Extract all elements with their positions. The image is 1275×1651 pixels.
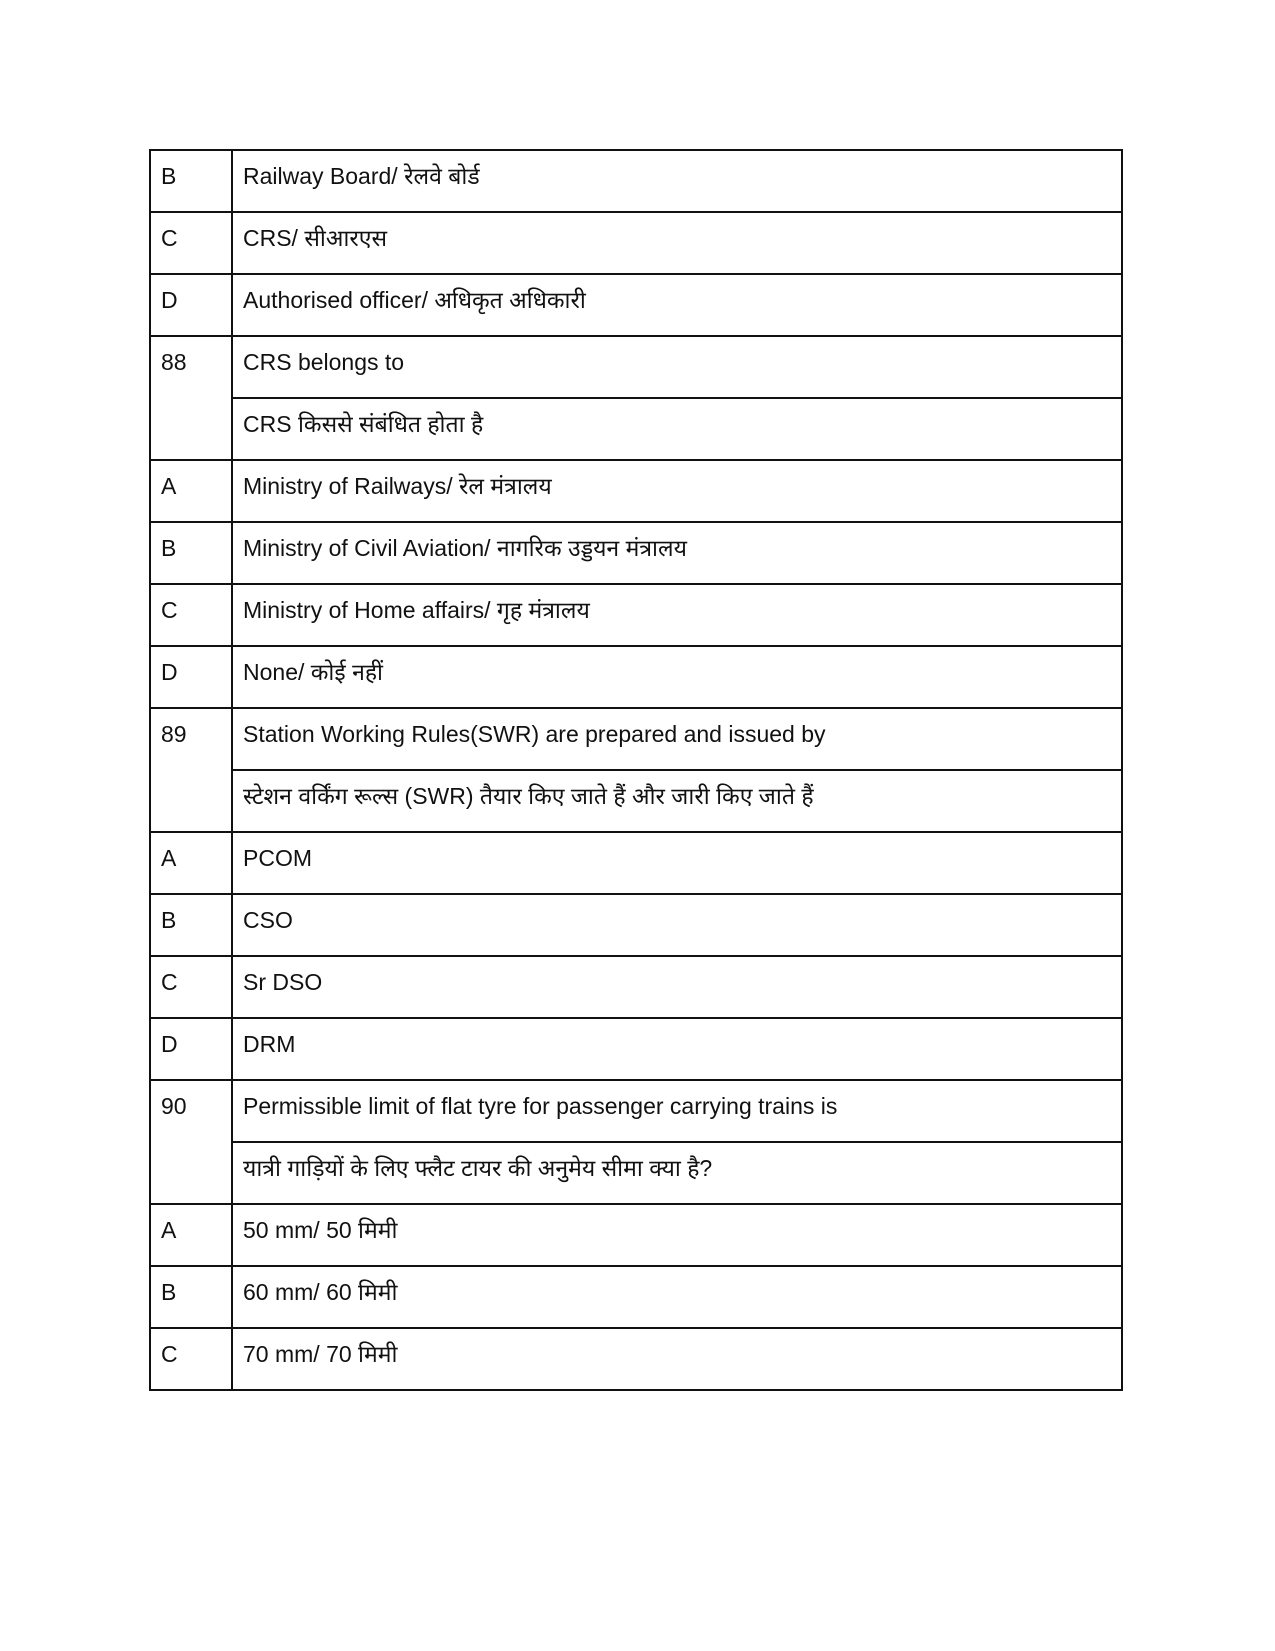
question-text-hindi: CRS किससे संबंधित होता है — [232, 398, 1122, 460]
option-label: D — [150, 646, 232, 708]
option-text: PCOM — [232, 832, 1122, 894]
option-label: A — [150, 460, 232, 522]
table-row — [150, 646, 1122, 708]
option-label: D — [150, 274, 232, 336]
option-label: C — [150, 956, 232, 1018]
option-text: Ministry of Railways/ रेल मंत्रालय — [232, 460, 1122, 522]
option-text: 60 mm/ 60 मिमी — [232, 1266, 1122, 1328]
option-text: Ministry of Civil Aviation/ नागरिक उड्डयन मंत्रालय — [232, 522, 1122, 584]
table-row — [150, 832, 1122, 894]
option-text: DRM — [232, 1018, 1122, 1080]
table-row — [150, 1204, 1122, 1266]
question-number: 90 — [150, 1080, 232, 1204]
table-row — [150, 150, 1122, 212]
option-text: CRS/ सीआरएस — [232, 212, 1122, 274]
table-row — [150, 522, 1122, 584]
option-text: Sr DSO — [232, 956, 1122, 1018]
option-label: C — [150, 212, 232, 274]
question-row — [150, 708, 1122, 770]
option-label: C — [150, 1328, 232, 1390]
question-text-english: Station Working Rules(SWR) are prepared and issued by — [232, 708, 1122, 770]
table-row — [150, 956, 1122, 1018]
question-row — [150, 1142, 1122, 1204]
option-label: D — [150, 1018, 232, 1080]
question-text-english: Permissible limit of flat tyre for passenger carrying trains is — [232, 1080, 1122, 1142]
option-label: A — [150, 1204, 232, 1266]
option-text: Railway Board/ रेलवे बोर्ड — [232, 150, 1122, 212]
table-row — [150, 894, 1122, 956]
table-row — [150, 212, 1122, 274]
table-row — [150, 274, 1122, 336]
option-text: Authorised officer/ अधिकृत अधिकारी — [232, 274, 1122, 336]
option-text: Ministry of Home affairs/ गृह मंत्रालय — [232, 584, 1122, 646]
option-label: C — [150, 584, 232, 646]
table-row — [150, 1018, 1122, 1080]
question-text-hindi: स्टेशन वर्किंग रूल्स (SWR) तैयार किए जाते हैं और जारी किए जाते हैं — [232, 770, 1122, 832]
question-text-hindi: यात्री गाड़ियों के लिए फ्लैट टायर की अनुमेय सीमा क्या है? — [232, 1142, 1122, 1204]
question-row — [150, 336, 1122, 398]
option-text: 70 mm/ 70 मिमी — [232, 1328, 1122, 1390]
option-text: None/ कोई नहीं — [232, 646, 1122, 708]
option-text: CSO — [232, 894, 1122, 956]
table-row — [150, 1266, 1122, 1328]
option-text: 50 mm/ 50 मिमी — [232, 1204, 1122, 1266]
question-number: 89 — [150, 708, 232, 832]
question-row — [150, 398, 1122, 460]
table-row — [150, 584, 1122, 646]
option-label: B — [150, 894, 232, 956]
question-table — [149, 149, 1123, 1391]
question-number: 88 — [150, 336, 232, 460]
option-label: A — [150, 832, 232, 894]
option-label: B — [150, 1266, 232, 1328]
question-row — [150, 770, 1122, 832]
table-row — [150, 1328, 1122, 1390]
question-row — [150, 1080, 1122, 1142]
option-label: B — [150, 522, 232, 584]
option-label: B — [150, 150, 232, 212]
table-row — [150, 460, 1122, 522]
question-text-english: CRS belongs to — [232, 336, 1122, 398]
